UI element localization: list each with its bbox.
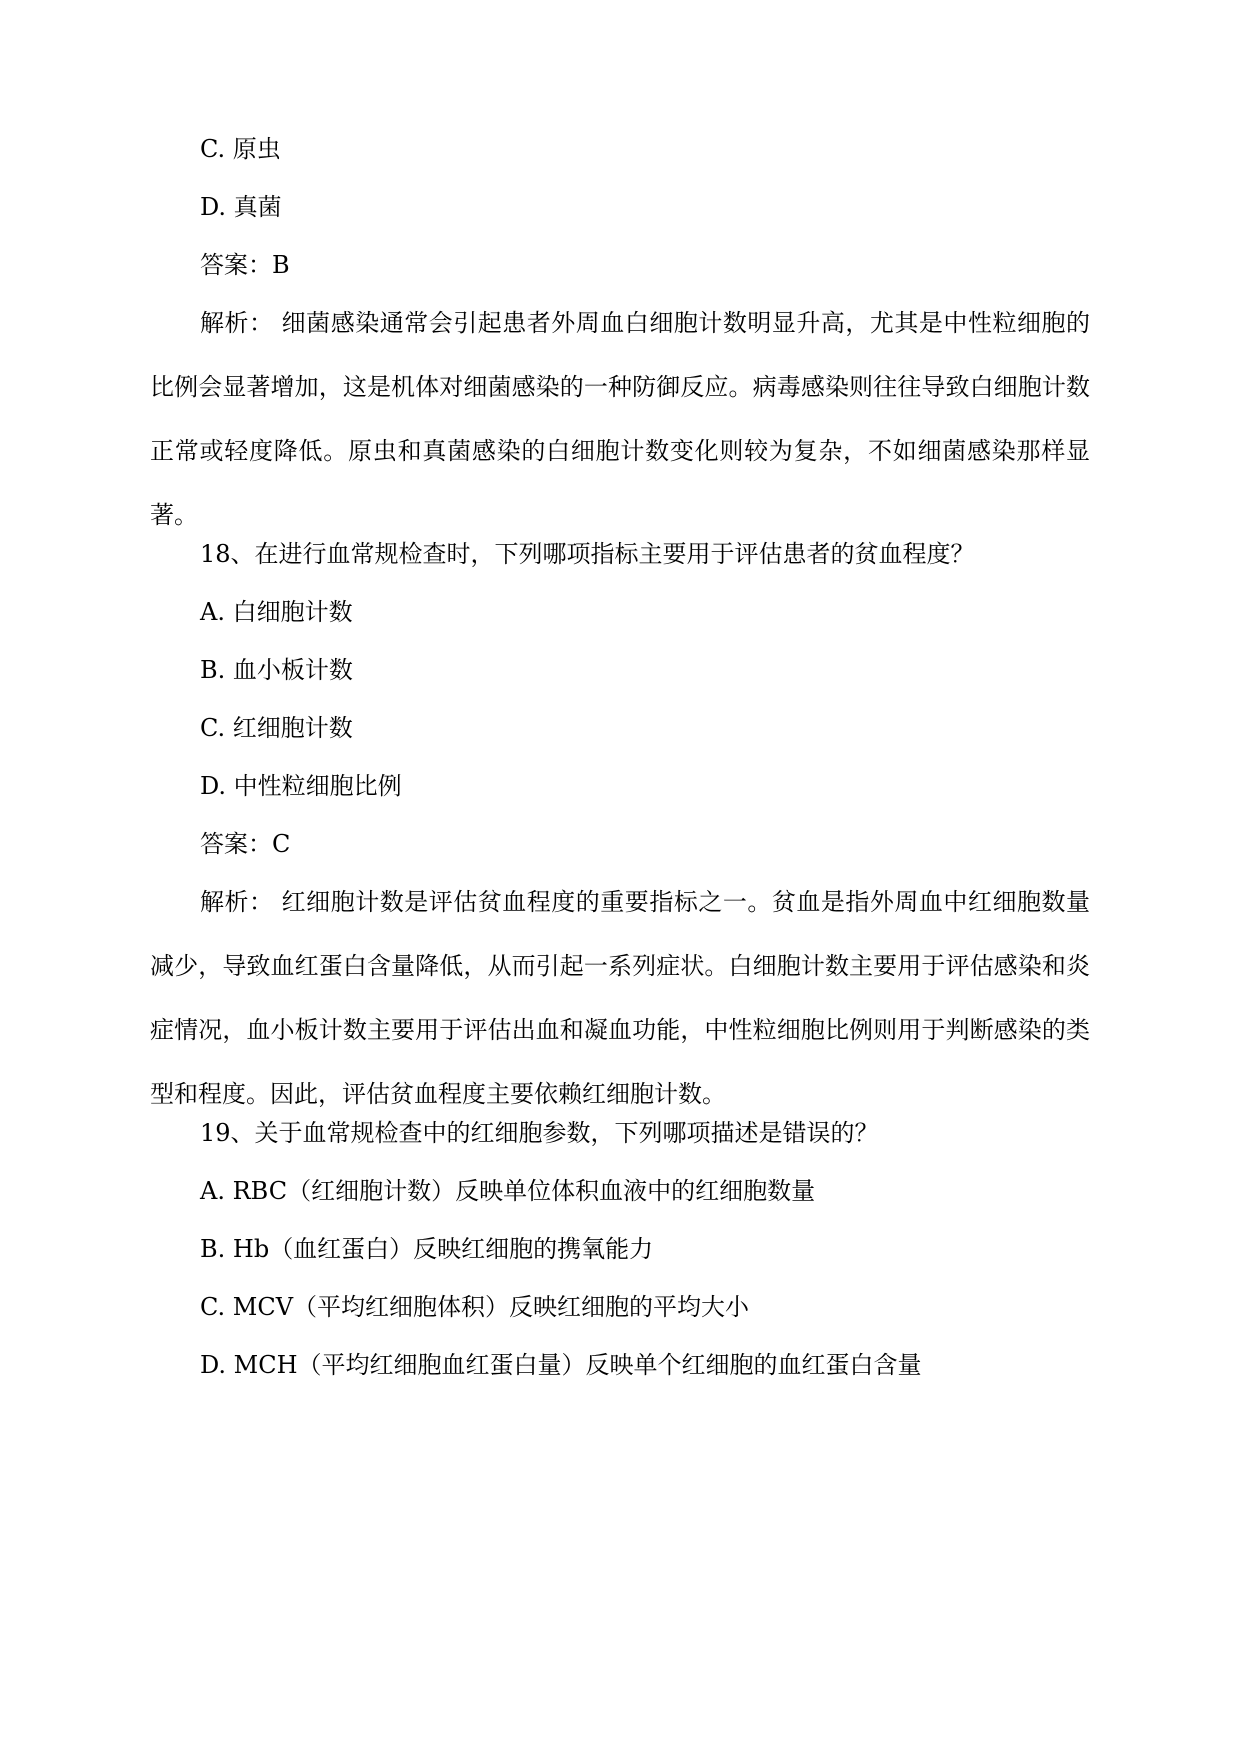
q17-option-d: D. 真菌 bbox=[200, 193, 282, 221]
q18-option-a: A. 白细胞计数 bbox=[200, 598, 353, 626]
q19-stem: 19、关于血常规检查中的红细胞参数，下列哪项描述是错误的？ bbox=[200, 1119, 879, 1147]
q18-analysis: 解析： 红细胞计数是评估贫血程度的重要指标之一。贫血是指外周血中红细胞数量减少，导致血红蛋白含量降低，从而引起一系列症状。白细胞计数主要用于评估感染和炎症情况，血小板计数主要用于评估出血和凝血功能，中性粒细胞比例则用于判断感染的类型和程度。因此，评估贫血程度主要依赖红细胞计数。 bbox=[150, 888, 1090, 1108]
q17-option-c: C. 原虫 bbox=[200, 135, 281, 163]
q18-answer: 答案：C bbox=[200, 830, 291, 858]
q18-option-d: D. 中性粒细胞比例 bbox=[200, 772, 402, 800]
q19-option-c: C. MCV（平均红细胞体积）反映红细胞的平均大小 bbox=[200, 1293, 750, 1321]
q19-option-b: B. Hb（血红蛋白）反映红细胞的携氧能力 bbox=[200, 1235, 654, 1263]
q18-stem: 18、在进行血常规检查时，下列哪项指标主要用于评估患者的贫血程度？ bbox=[200, 540, 975, 568]
q19-option-a: A. RBC（红细胞计数）反映单位体积血液中的红细胞数量 bbox=[200, 1177, 816, 1205]
q19-option-d: D. MCH（平均红细胞血红蛋白量）反映单个红细胞的血红蛋白含量 bbox=[200, 1351, 922, 1379]
q17-analysis: 解析： 细菌感染通常会引起患者外周血白细胞计数明显升高，尤其是中性粒细胞的比例会显著增加，这是机体对细菌感染的一种防御反应。病毒感染则往往导致白细胞计数正常或轻度降低。原虫和真菌感染的白细胞计数变化则较为复杂，不如细菌感染那样显著。 bbox=[150, 309, 1090, 529]
q17-answer: 答案：B bbox=[200, 251, 290, 279]
q18-option-b: B. 血小板计数 bbox=[200, 656, 353, 684]
q18-option-c: C. 红细胞计数 bbox=[200, 714, 353, 742]
